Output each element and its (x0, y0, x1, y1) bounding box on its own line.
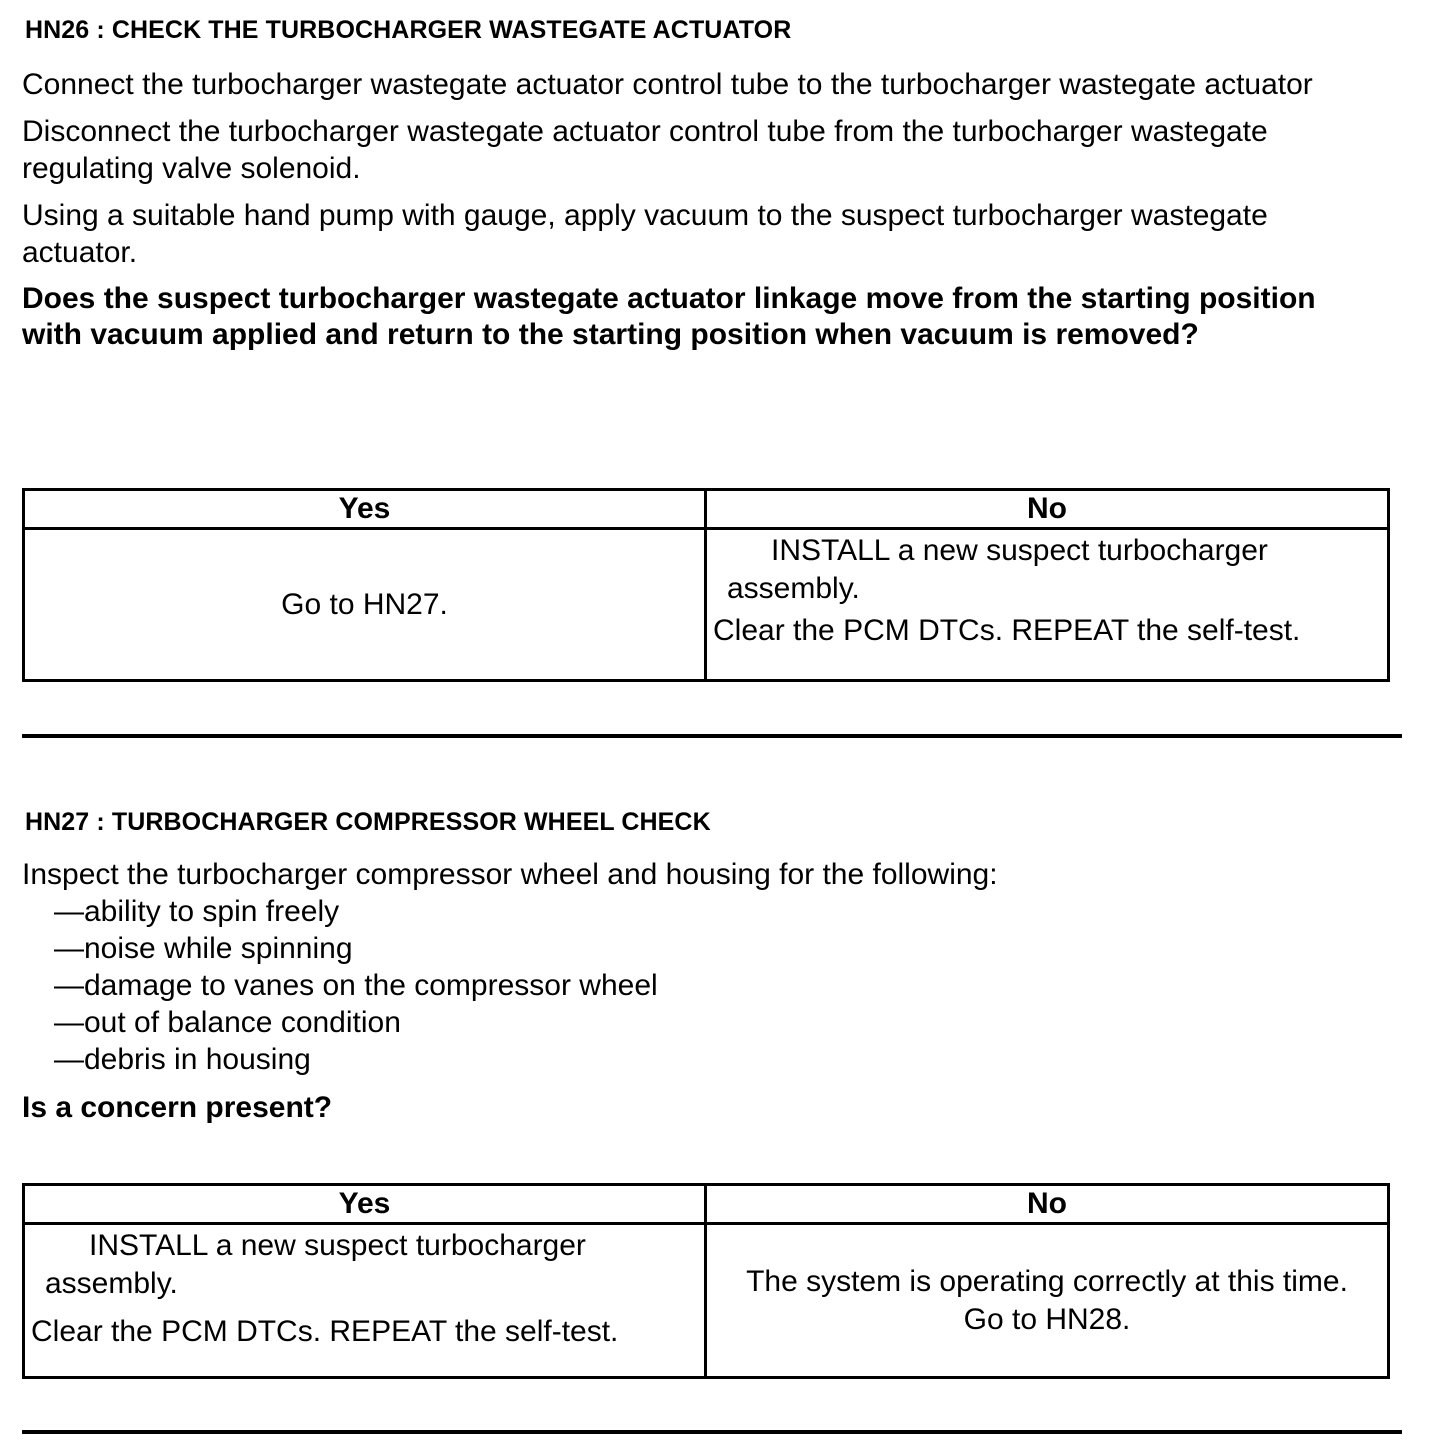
hn26-decision-table (22, 488, 1390, 682)
hn26-section (22, 14, 1402, 353)
hn26-paragraph-2: Disconnect the turbocharger wastegate actuator control tube from the turbocharger wastegate regulating valve solenoid. (22, 115, 1268, 185)
hn27-question: Is a concern present? (22, 1091, 333, 1124)
hn27-no-cell (706, 1224, 1389, 1378)
list-item: —ability to spin freely (54, 895, 340, 928)
hn27-yes-cell (24, 1224, 706, 1378)
hn26-no-line-2: Clear the PCM DTCs. REPEAT the self-test. (713, 614, 1301, 647)
hn26-paragraph-3: Using a suitable hand pump with gauge, apply vacuum to the suspect turbocharger wastegate actuator. (22, 199, 1268, 269)
hn26-paragraph-1: Connect the turbocharger wastegate actuator control tube to the turbocharger wastegate actuator (22, 68, 1313, 101)
hn27-check-list (22, 893, 1402, 1078)
hn27-decision-table (22, 1183, 1390, 1379)
hn27-no-line-2: Go to HN28. (963, 1302, 1131, 1336)
hn26-no-header: No (706, 490, 1389, 529)
hn26-yes-text: Go to HN27. (281, 587, 448, 621)
hn27-yes-line-2: Clear the PCM DTCs. REPEAT the self-test. (31, 1315, 619, 1348)
hn26-question: Does the suspect turbocharger wastegate actuator linkage move from the starting position with vacuum applied and return to the starting position when vacuum is removed? (22, 282, 1316, 351)
list-item: —noise while spinning (54, 932, 353, 965)
list-item: —debris in housing (54, 1043, 311, 1076)
hn26-no-cell (706, 529, 1389, 681)
hn27-heading: HN27 : TURBOCHARGER COMPRESSOR WHEEL CHECK (25, 808, 711, 836)
hn27-yes-line-1: INSTALL a new suspect turbocharger assembly. (45, 1229, 586, 1300)
hn26-no-line-1: INSTALL a new suspect turbocharger assembly. (727, 534, 1268, 605)
hn27-yes-header: Yes (24, 1185, 706, 1224)
hn26-yes-header: Yes (24, 490, 706, 529)
list-item: —out of balance condition (54, 1006, 401, 1039)
hn27-divider (22, 1430, 1402, 1434)
hn27-no-line-1: The system is operating correctly at this time. (746, 1264, 1348, 1298)
hn27-no-header: No (706, 1185, 1389, 1224)
hn27-section (22, 806, 1402, 1126)
hn27-intro: Inspect the turbocharger compressor wheel and housing for the following: (22, 858, 998, 891)
list-item: —damage to vanes on the compressor wheel (54, 969, 658, 1002)
hn26-divider (22, 734, 1402, 738)
hn26-heading: HN26 : CHECK THE TURBOCHARGER WASTEGATE ACTUATOR (25, 16, 792, 44)
hn26-yes-cell (24, 529, 706, 681)
